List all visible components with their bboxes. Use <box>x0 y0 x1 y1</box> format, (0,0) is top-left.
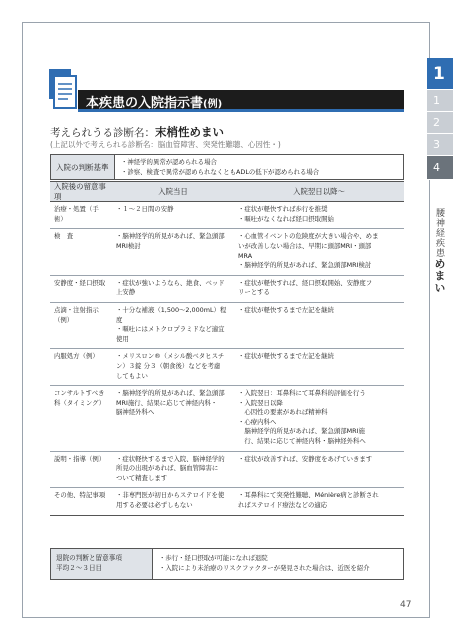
cell-line: ・耳鼻科にて突発性難聴、Ménière病と診断され <box>238 491 379 500</box>
table-row <box>50 386 404 452</box>
cell-line: 脳神経学的所見があれば、緊急頭部MRI施 <box>238 427 365 436</box>
row-label: 検 査 <box>50 229 112 275</box>
document-icon <box>48 68 78 110</box>
discharge-item: ・歩行・経口摂取が可能になれば退院 <box>159 554 268 562</box>
table-header-row <box>50 182 404 202</box>
chapter-title <box>431 208 447 294</box>
cell-following-days <box>234 302 404 348</box>
cell-following-days <box>234 386 404 452</box>
cell-line: 行、結果に応じて神経内科・脳神経外科へ <box>238 437 366 446</box>
row-label: その他、特記事項 <box>50 488 112 515</box>
cell-line: 脳神経外科へ <box>116 408 155 417</box>
page-number: 47 <box>400 600 412 610</box>
cell-line: ・入院翌日：耳鼻科にて耳鼻科的評価を行う <box>238 389 366 398</box>
table-row <box>50 275 404 302</box>
cell-line: ・１～２日間の安静 <box>116 205 174 214</box>
admission-criteria-label: 入院の判断基準 <box>51 155 115 179</box>
cell-admission-day <box>112 302 234 348</box>
cell-line: ・症状が軽快するまで左記を継続 <box>238 352 334 361</box>
cell-line: ・脳神経学的所見があれば、緊急頭部 <box>116 389 225 398</box>
cell-line: MRA <box>238 251 253 260</box>
row-label: 内服処方（例） <box>50 349 112 386</box>
tab-section-3[interactable]: 3 <box>427 134 453 156</box>
tab-section-4[interactable]: 4 <box>427 156 453 180</box>
cell-line: 所見の出現があれば、脳血管障害に <box>116 464 219 473</box>
cell-admission-day <box>112 202 234 229</box>
cell-following-days <box>234 275 404 302</box>
chapter-tabs <box>427 58 453 180</box>
discharge-label-line2: 平均２～３日目 <box>56 564 103 572</box>
cell-admission-day <box>112 488 234 515</box>
tab-section-1[interactable]: 1 <box>427 90 453 112</box>
discharge-item: ・入院により未治療のリスクファクターが発見された場合は、近医を紹介 <box>159 564 370 572</box>
page-title-suffix: (例) <box>203 99 223 110</box>
cell-line: 上安静 <box>116 288 136 297</box>
cell-line: ればステロイド療法などの適応 <box>238 501 328 510</box>
row-label: 点滴・注射指示（例） <box>50 302 112 348</box>
row-label: 治療・処置（手術） <box>50 202 112 229</box>
header-admission-day: 入院当日 <box>112 182 234 202</box>
cell-line: ・嘔吐がなくなれば経口摂取開始 <box>238 214 334 223</box>
chapter-title-bold: めまい <box>433 258 446 294</box>
cell-line: ・症状が強いようなら、絶食、ベッド <box>116 278 225 287</box>
cell-line: ・脳神経学的所見があれば、緊急頭部 <box>116 232 225 241</box>
cell-line: ・症状が改善すれば、安静度をあげていきます <box>238 454 373 463</box>
admission-criteria-box <box>50 154 404 180</box>
cell-following-days <box>234 349 404 386</box>
discharge-body <box>153 549 403 579</box>
row-label: 安静度・経口摂取 <box>50 275 112 302</box>
cell-line: ・症状が軽快すれば、経口摂取開始、安静度フ <box>238 278 373 287</box>
cell-line: ン）３錠 分３（朝食後）などを考慮 <box>116 361 221 370</box>
tab-section-2[interactable]: 2 <box>427 112 453 134</box>
cell-line: ついて精査します <box>116 473 168 482</box>
table-row <box>50 229 404 275</box>
cell-admission-day <box>112 275 234 302</box>
instructions-table <box>50 181 404 516</box>
cell-line: してもよい <box>116 371 148 380</box>
table-row <box>50 488 404 515</box>
cell-admission-day <box>112 451 234 488</box>
cell-admission-day <box>112 349 234 386</box>
cell-following-days <box>234 451 404 488</box>
cell-line: ・心療内科へ <box>238 417 277 426</box>
criteria-item: ・神経学的異常が認められる場合 <box>121 158 217 166</box>
title-bar <box>78 90 404 112</box>
criteria-item: ・診察、検査で異常が認められなくともADLの低下が認められる場合 <box>121 167 320 176</box>
chapter-title-small: 腰神経疾患 <box>434 208 444 258</box>
cell-admission-day <box>112 229 234 275</box>
cell-following-days <box>234 229 404 275</box>
diagnosis-name: 末梢性めまい <box>155 125 224 139</box>
cell-line: リーとする <box>238 288 270 297</box>
cell-line: MRI施行、結果に応じて神経内科・ <box>116 398 218 407</box>
cell-line: 心因性の要素があれば精神科 <box>238 408 328 417</box>
table-row <box>50 202 404 229</box>
table-row <box>50 349 404 386</box>
discharge-label <box>51 549 153 579</box>
tab-chapter-1[interactable]: 1 <box>427 58 453 90</box>
discharge-box <box>50 548 404 580</box>
cell-line: ・十分な補液（1,500～2,000mL）程度 <box>116 305 227 324</box>
page-title-main: 本疾患の入院指示書 <box>86 96 204 111</box>
cell-line: 用する必要は必ずしもない <box>116 501 193 510</box>
cell-line: いが改善しない場合は、早期に頭部MRI・頭部 <box>238 241 372 250</box>
cell-line: ・嘔吐にはメトクロプラミドなど適宜使用 <box>116 325 225 343</box>
header-following-days: 入院翌日以降～ <box>234 182 404 202</box>
cell-following-days <box>234 202 404 229</box>
row-label: 説明・指導（例） <box>50 451 112 488</box>
page-title <box>86 92 222 111</box>
table-row <box>50 451 404 488</box>
cell-line: ・非専門医が初日からステロイドを使 <box>116 491 225 500</box>
cell-line: ・症状軽快するまで入院、脳神経学的 <box>116 454 225 463</box>
admission-criteria-body <box>115 155 403 179</box>
cell-line: ・症状が軽快するまで左記を継続 <box>238 305 334 314</box>
cell-line: ・入院翌日以降 <box>238 398 283 407</box>
diagnosis-heading <box>50 124 224 140</box>
cell-admission-day <box>112 386 234 452</box>
discharge-label-line1: 退院の判断と留意事項 <box>56 554 122 562</box>
header-notes: 入院後の留意事項 <box>50 182 112 202</box>
table-row <box>50 302 404 348</box>
diagnosis-subtitle: (上記以外で考えられる診断名：脳血管障害、突発性難聴、心因性・) <box>50 140 281 149</box>
cell-following-days <box>234 488 404 515</box>
cell-line: ・心血管イベントの危険度が大きい場合や、めま <box>238 232 379 241</box>
row-label: コンサルトすべき科（タイミング） <box>50 386 112 452</box>
diagnosis-prefix: 考えられうる診断名： <box>50 127 155 139</box>
cell-line: ・症状が軽快すれば歩行を推奨 <box>238 205 328 214</box>
cell-line: ・メリスロン®（メシル酸ベタヒスチ <box>116 352 225 361</box>
cell-line: MRI検討 <box>116 241 141 250</box>
cell-line: ・脳神経学的所見があれば、緊急頭部MRI検討 <box>238 261 372 270</box>
